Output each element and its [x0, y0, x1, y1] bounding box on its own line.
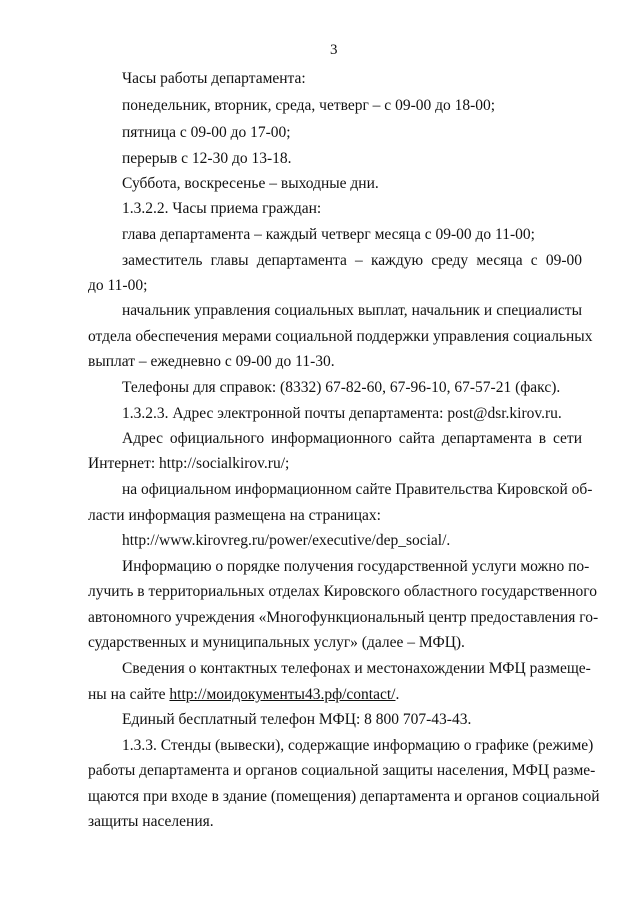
page-number: 3 — [330, 42, 338, 58]
text-line: сударственных и муниципальных услуг» (далее – МФЦ). — [88, 634, 465, 651]
text-line: глава департамента – каждый четверг месяца с 09-00 до 11-00; — [122, 226, 535, 243]
text-line: Суббота, воскресенье – выходные дни. — [122, 175, 379, 192]
text-line: начальник управления социальных выплат, начальник и специалисты — [122, 302, 582, 319]
text-span: . — [395, 686, 400, 703]
text-line: выплат – ежедневно с 09-00 до 11-30. — [88, 353, 335, 370]
text-line: перерыв с 12-30 до 13-18. — [122, 150, 292, 167]
text-line: Сведения о контактных телефонах и местонахождении МФЦ размеще- — [122, 660, 591, 677]
text-line: щаются при входе в здание (помещения) департамента и органов социальной — [88, 788, 600, 805]
mfc-contact-link[interactable]: http://моидокументы43.рф/contact/ — [169, 686, 396, 703]
text-line: пятница с 09-00 до 17-00; — [122, 124, 291, 141]
text-line — [88, 686, 399, 704]
text-line: заместитель главы департамента – каждую среду месяца с 09-00 — [122, 252, 582, 269]
text-line: Часы работы департамента: — [122, 70, 306, 87]
text-span: ны на сайте — [88, 686, 166, 703]
text-line: http://www.kirovreg.ru/power/executive/dep_social/. — [122, 532, 451, 549]
text-line: 1.3.2.2. Часы приема граждан: — [122, 200, 322, 217]
text-line: на официальном информационном сайте Правительства Кировской об- — [122, 481, 593, 498]
text-line: автономного учреждения «Многофункциональный центр предоставления го- — [88, 609, 599, 626]
text-line: лучить в территориальных отделах Кировского областного государственного — [88, 583, 597, 600]
text-line: Информацию о порядке получения государственной услуги можно по- — [122, 558, 590, 575]
text-line: Телефоны для справок: (8332) 67-82-60, 67-96-10, 67-57-21 (факс). — [122, 379, 561, 396]
text-line: защиты населения. — [88, 813, 214, 830]
text-line: до 11-00; — [88, 277, 148, 294]
text-line: Интернет: http://socialkirov.ru/; — [88, 455, 290, 472]
text-line: 1.3.3. Стенды (вывески), содержащие информацию о графике (режиме) — [122, 737, 594, 754]
text-line: Адрес официального информационного сайта департамента в сети — [122, 430, 582, 447]
text-line: ласти информация размещена на страницах: — [88, 507, 381, 524]
text-line: отдела обеспечения мерами социальной поддержки управления социальных — [88, 328, 593, 345]
text-line: 1.3.2.3. Адрес электронной почты департамента: post@dsr.kirov.ru. — [122, 405, 562, 422]
text-line: Единый бесплатный телефон МФЦ: 8 800 707-43-43. — [122, 711, 472, 728]
text-line: понедельник, вторник, среда, четверг – с 09-00 до 18-00; — [122, 97, 496, 114]
text-line: работы департамента и органов социальной защиты населения, МФЦ разме- — [88, 762, 596, 779]
